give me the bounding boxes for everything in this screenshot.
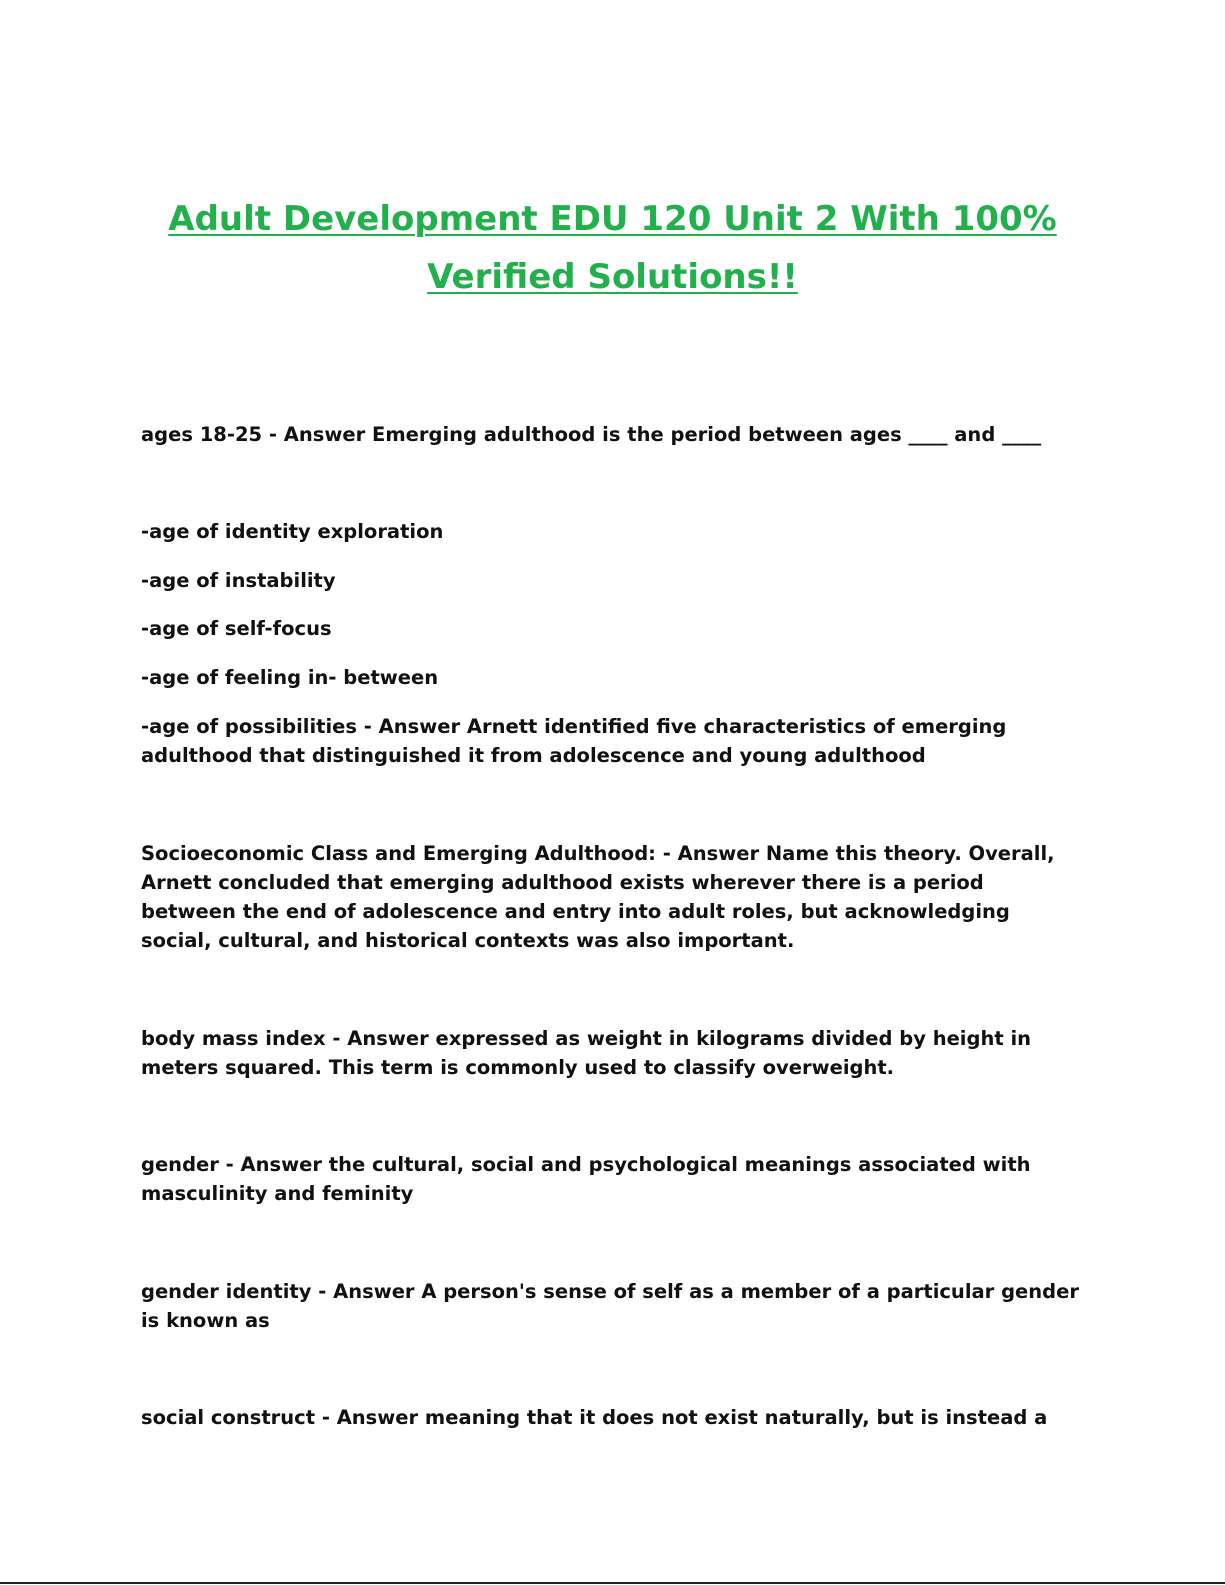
title-line-1: Adult Development EDU 120 Unit 2 With 100% xyxy=(168,199,1057,239)
entry-body-mass-index: body mass index - Answer expressed as weight in kilograms divided by height in meters squared. This term is commonly used to classify overweight. xyxy=(141,1027,1032,1079)
entry-identity-exploration: -age of identity exploration xyxy=(141,520,444,543)
entry-gender: gender - Answer the cultural, social and psychological meanings associated with masculinity and feminity xyxy=(141,1153,1031,1205)
entry-emerging-adulthood-ages: ages 18-25 - Answer Emerging adulthood is the period between ages ____ and ____ xyxy=(141,423,1042,446)
bottom-divider xyxy=(0,1582,1225,1584)
entry-feeling-in-between: -age of feeling in- between xyxy=(141,666,439,689)
entry-gender-identity: gender identity - Answer A person's sense of self as a member of a particular gender is known as xyxy=(141,1280,1079,1332)
entry-social-construct: social construct - Answer meaning that it does not exist naturally, but is instead a xyxy=(141,1406,1048,1429)
document-title xyxy=(140,190,1085,306)
entry-instability: -age of instability xyxy=(141,569,336,592)
entry-self-focus: -age of self-focus xyxy=(141,617,332,640)
entry-socioeconomic-class: Socioeconomic Class and Emerging Adulthood: - Answer Name this theory. Overall, Arnett concluded that emerging adulthood exists wherever there is a period between the end of adolescence and entry into adult roles, but acknowledging social, cultural, and historical contexts was also important. xyxy=(141,842,1055,952)
entry-possibilities: -age of possibilities - Answer Arnett identified five characteristics of emerging adulthood that distinguished it from adolescence and young adulthood xyxy=(141,715,1007,767)
title-line-2: Verified Solutions!! xyxy=(427,257,798,297)
